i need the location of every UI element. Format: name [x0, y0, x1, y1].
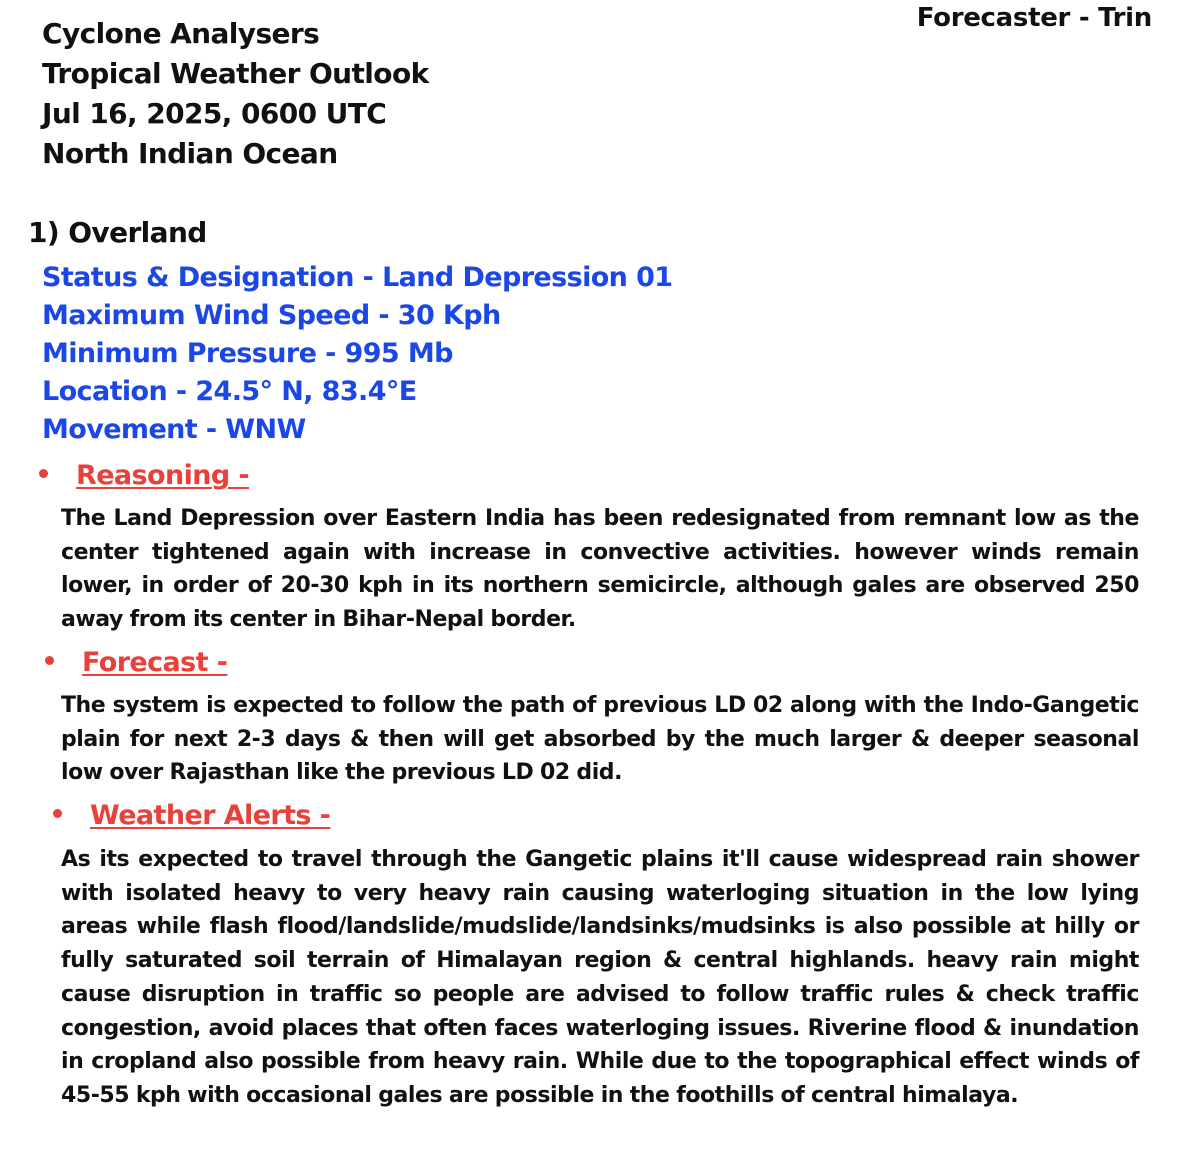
- min-pressure: Minimum Pressure - 995 Mb: [42, 338, 453, 369]
- issue-datetime: Jul 16, 2025, 0600 UTC: [42, 97, 387, 130]
- bullet-icon: [45, 656, 54, 665]
- forecaster-label: Forecaster - Trin: [916, 3, 1152, 33]
- org-name: Cyclone Analysers: [42, 17, 320, 50]
- region-name: North Indian Ocean: [42, 137, 338, 170]
- forecast-heading: [45, 646, 227, 680]
- movement: Movement - WNW: [42, 414, 306, 445]
- system-details: [42, 259, 672, 449]
- reasoning-heading-label: Reasoning -: [76, 460, 249, 491]
- section-title: 1) Overland: [28, 216, 207, 249]
- alerts-heading-label: Weather Alerts -: [90, 800, 331, 831]
- alerts-heading: [53, 799, 330, 833]
- alerts-text: As its expected to travel through the Gangetic plains it'll cause widespread rain shower with isolated heavy to very heavy rain causing waterloging situation in the low lying areas while flash flood/landslide/mudslide/landsinks/mudsinks is also possible at hilly or fully saturated soil terrain of Himalayan region & central highlands. heavy rain might cause disruption in traffic so people are advised to follow traffic rules & check traffic congestion, avoid places that often faces waterloging issues. Riverine flood & inundation in cropland also possible from heavy rain. While due to the topographical effect winds of 45-55 kph with occasional gales are possible in the foothills of central himalaya.: [61, 847, 1139, 1108]
- forecast-heading-label: Forecast -: [82, 647, 228, 678]
- outlook-title: Tropical Weather Outlook: [42, 57, 429, 90]
- reasoning-text: The Land Depression over Eastern India has been redesignated from remnant low as the center tightened again with increase in convective activities. however winds remain lower, in order of 20-30 kph in its northern semicircle, although gales are observed 250 away from its center in Bihar-Nepal border.: [61, 506, 1139, 633]
- bullet-icon: [53, 809, 62, 818]
- max-wind-speed: Maximum Wind Speed - 30 Kph: [42, 300, 501, 331]
- outlook-header: [42, 14, 429, 174]
- reasoning-heading: [39, 459, 249, 493]
- bullet-icon: [39, 469, 48, 478]
- location: Location - 24.5° N, 83.4°E: [42, 376, 417, 407]
- forecast-text: The system is expected to follow the path of previous LD 02 along with the Indo-Gangetic plain for next 2-3 days & then will get absorbed by the much larger & deeper seasonal low over Rajasthan like the previous LD 02 did.: [61, 693, 1139, 786]
- status-designation: Status & Designation - Land Depression 01: [42, 262, 673, 293]
